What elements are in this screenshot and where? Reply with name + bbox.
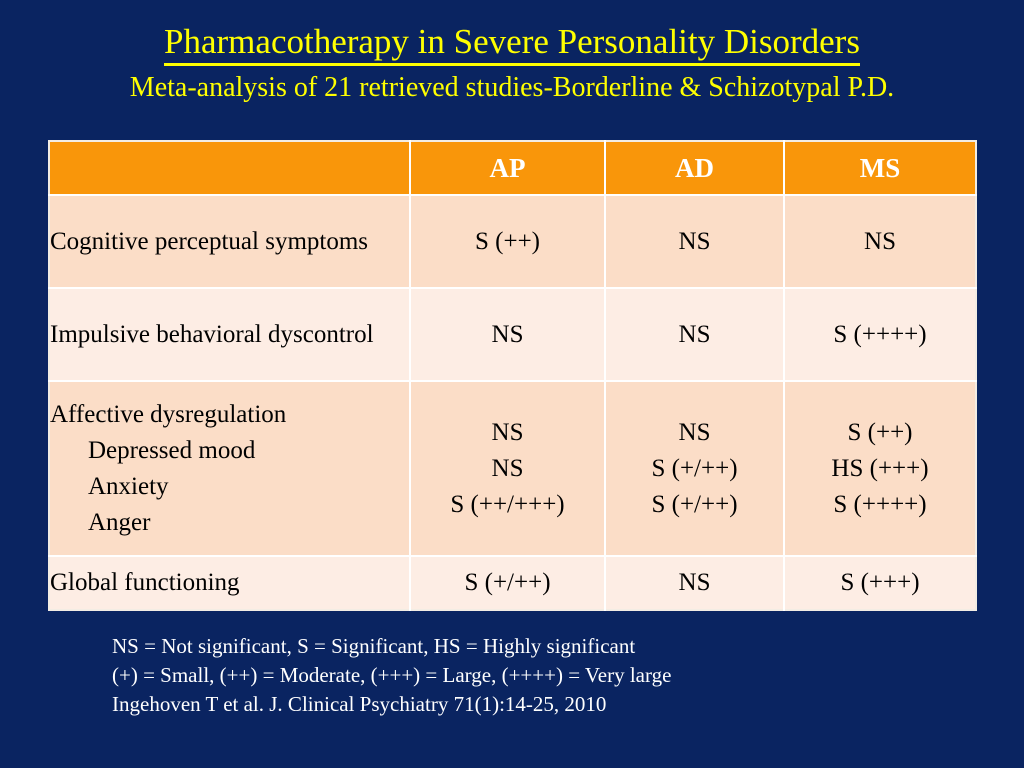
- cell-global-ap: S (+/++): [410, 556, 605, 610]
- table-header-row: [49, 141, 976, 195]
- table-row: [49, 195, 976, 288]
- column-header-blank: [49, 141, 410, 195]
- row-label-global-functioning: Global functioning: [49, 556, 410, 610]
- column-header-ap: AP: [410, 141, 605, 195]
- footnote-legend-effect-size: (+) = Small, (++) = Moderate, (+++) = Large, (++++) = Very large: [112, 663, 672, 687]
- cell-depressed-mood-ms: S (++): [847, 418, 913, 446]
- cell-anxiety-ad: S (+/++): [651, 454, 738, 482]
- row-label-affective-dysregulation: [49, 381, 410, 556]
- page-subtitle: Meta-analysis of 21 retrieved studies-Borderline & Schizotypal P.D.: [129, 72, 895, 103]
- cell-anger-ms: S (++++): [833, 490, 927, 518]
- cell-cognitive-ad: NS: [605, 195, 784, 288]
- cell-global-ms: S (+++): [784, 556, 976, 610]
- cell-anger-ad: S (+/++): [651, 490, 738, 518]
- results-table: [48, 140, 977, 611]
- cell-impulsive-ms: S (++++): [784, 288, 976, 381]
- cell-affective-ad: [605, 381, 784, 556]
- cell-impulsive-ap: NS: [410, 288, 605, 381]
- table-body: [49, 195, 976, 610]
- row-label-cognitive-perceptual: Cognitive perceptual symptoms: [49, 195, 410, 288]
- cell-depressed-mood-ap: NS: [491, 418, 524, 446]
- column-header-ms: MS: [784, 141, 976, 195]
- sub-label-depressed-mood: Depressed mood: [88, 436, 256, 464]
- affective-group-label: Affective dysregulation: [50, 400, 287, 428]
- cell-affective-ap: [410, 381, 605, 556]
- cell-depressed-mood-ad: NS: [678, 418, 711, 446]
- row-label-impulsive-behavioral: Impulsive behavioral dyscontrol: [49, 288, 410, 381]
- footnotes: [112, 632, 671, 719]
- footnote-legend-significance: NS = Not significant, S = Significant, HS = Highly significant: [112, 634, 636, 658]
- table-header: [49, 141, 976, 195]
- cell-cognitive-ap: S (++): [410, 195, 605, 288]
- cell-cognitive-ms: NS: [784, 195, 976, 288]
- title-block: [0, 22, 1024, 104]
- page-title: Pharmacotherapy in Severe Personality Disorders: [164, 22, 860, 66]
- table-row: [49, 556, 976, 610]
- cell-anxiety-ap: NS: [491, 454, 524, 482]
- sub-label-anxiety: Anxiety: [88, 472, 169, 500]
- sub-label-anger: Anger: [88, 508, 151, 536]
- cell-global-ad: NS: [605, 556, 784, 610]
- cell-affective-ms: [784, 381, 976, 556]
- table-row: [49, 288, 976, 381]
- footnote-citation: Ingehoven T et al. J. Clinical Psychiatry 71(1):14-25, 2010: [112, 692, 607, 716]
- table-row: [49, 381, 976, 556]
- cell-impulsive-ad: NS: [605, 288, 784, 381]
- cell-anger-ap: S (++/+++): [450, 490, 565, 518]
- column-header-ad: AD: [605, 141, 784, 195]
- cell-anxiety-ms: HS (+++): [831, 454, 929, 482]
